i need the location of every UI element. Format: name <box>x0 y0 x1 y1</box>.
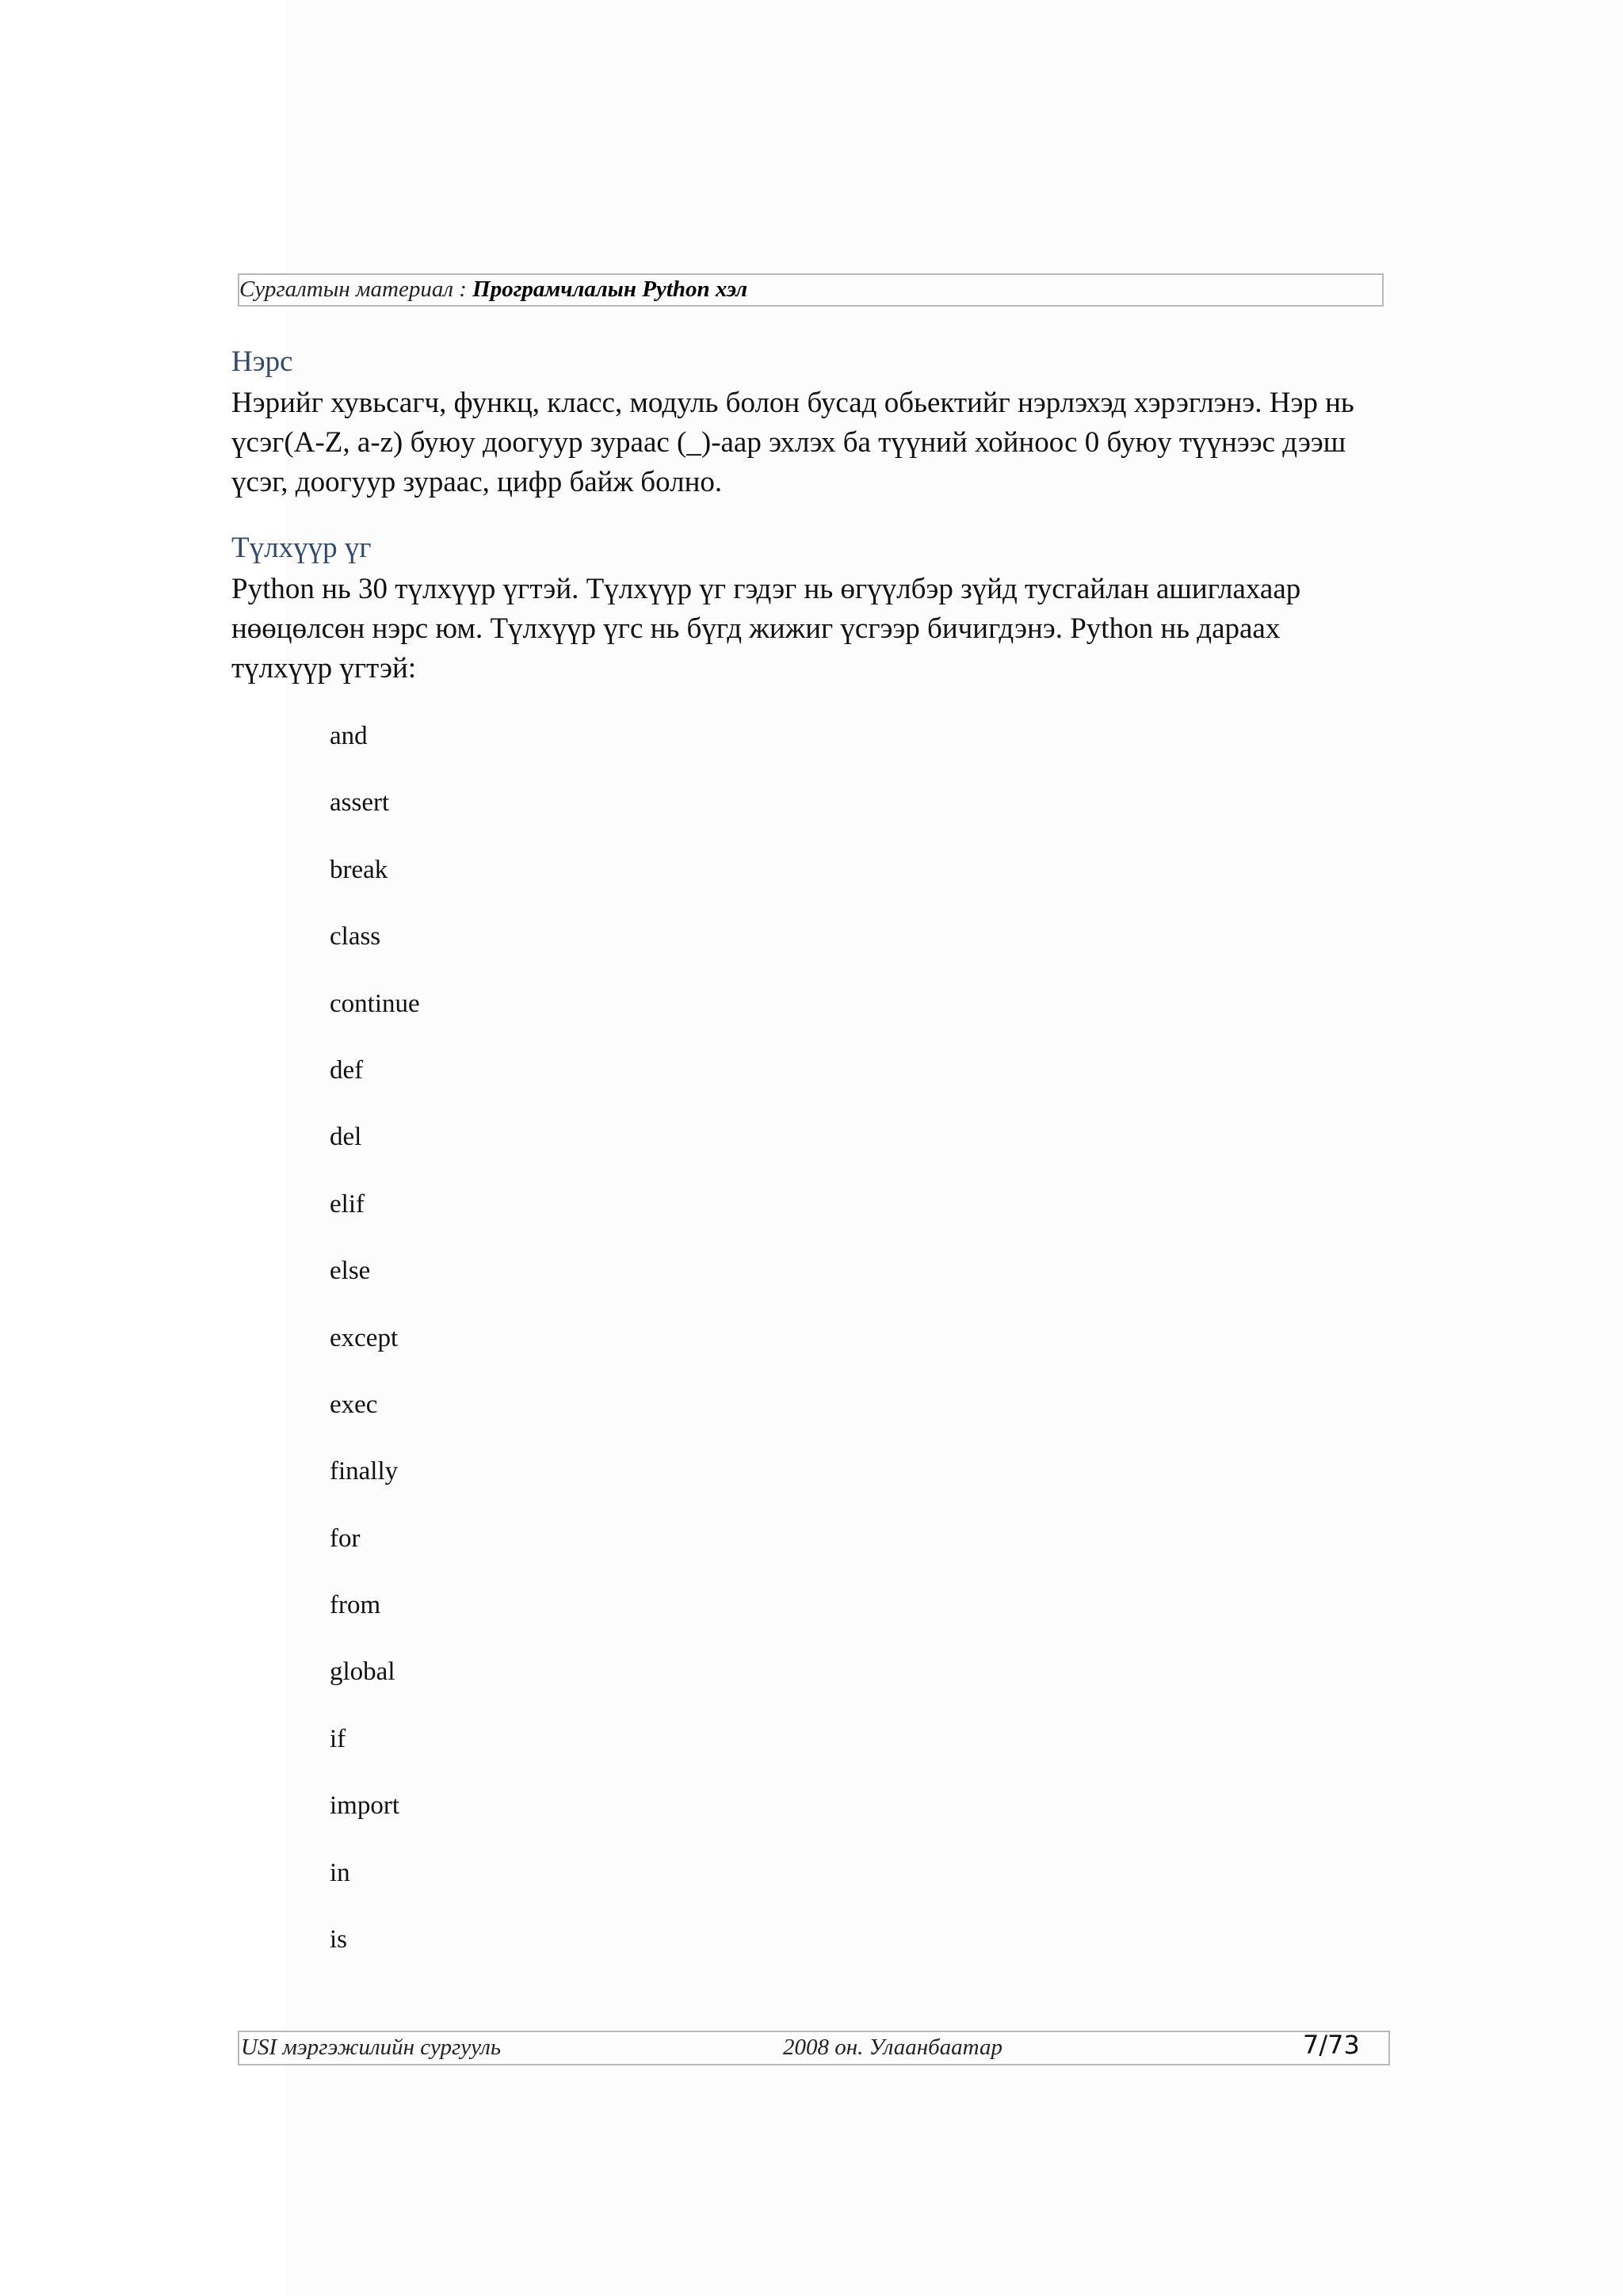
keyword-item: del <box>330 1123 362 1152</box>
keyword-item: import <box>330 1791 399 1821</box>
page-number: 7/73 <box>1303 2030 1360 2060</box>
keyword-item: if <box>330 1724 346 1753</box>
section-heading-names: Нэрс <box>231 345 293 378</box>
keyword-item: finally <box>330 1457 399 1486</box>
keyword-item: except <box>330 1323 399 1352</box>
header-prefix: Сургалтын материал : <box>239 277 473 302</box>
keyword-list <box>330 717 420 1987</box>
section-paragraph-keywords <box>231 570 1388 688</box>
paragraph-line: Python нь 30 түлхүүр үгтэй. Түлхүүр үг гэдэг нь өгүүлбэр зүйд тусгайлан ашиглахаар <box>231 573 1301 605</box>
keyword-item: exec <box>330 1390 378 1419</box>
keyword-item: elif <box>330 1189 365 1219</box>
keyword-item: is <box>330 1925 348 1955</box>
paragraph-line: түлхүүр үгтэй: <box>231 652 417 685</box>
header-title: Програмчлалын Python хэл <box>472 277 748 302</box>
keyword-item: class <box>330 922 381 952</box>
paragraph-line: үсэг, доогуур зураас, цифр байж болно. <box>231 466 723 498</box>
scan-shading <box>285 0 1623 2296</box>
keyword-item: global <box>330 1657 395 1687</box>
keyword-item: and <box>330 722 368 750</box>
footer-year-city: 2008 он. Улаанбаатар <box>783 2035 1002 2060</box>
section-heading-keywords: Түлхүүр үг <box>231 532 372 564</box>
keyword-item: else <box>330 1257 371 1286</box>
keyword-item: for <box>330 1524 361 1553</box>
keyword-item: assert <box>330 788 390 818</box>
paragraph-line: Нэрийг хувьсагч, функц, класс, модуль болон бусад обьектийг нэрлэхэд хэрэглэнэ. Нэр нь <box>231 387 1354 419</box>
footer-school: USI мэргэжилийн сургууль <box>241 2035 502 2060</box>
paragraph-line: үсэг(A-Z, a-z) буюу доогуур зураас (_)-аар эхлэх ба түүний хойноос 0 буюу түүнээс дээш <box>231 426 1346 459</box>
running-header <box>239 277 747 303</box>
keyword-item: def <box>330 1055 364 1085</box>
section-paragraph-names <box>231 383 1388 502</box>
keyword-item: from <box>330 1591 381 1620</box>
keyword-item: break <box>330 855 388 884</box>
keyword-item: continue <box>330 989 420 1018</box>
keyword-item: in <box>330 1858 350 1887</box>
paragraph-line: нөөцөлсөн нэрс юм. Түлхүүр үгс нь бүгд жижиг үсгээр бичигдэнэ. Python нь дараах <box>231 612 1281 645</box>
